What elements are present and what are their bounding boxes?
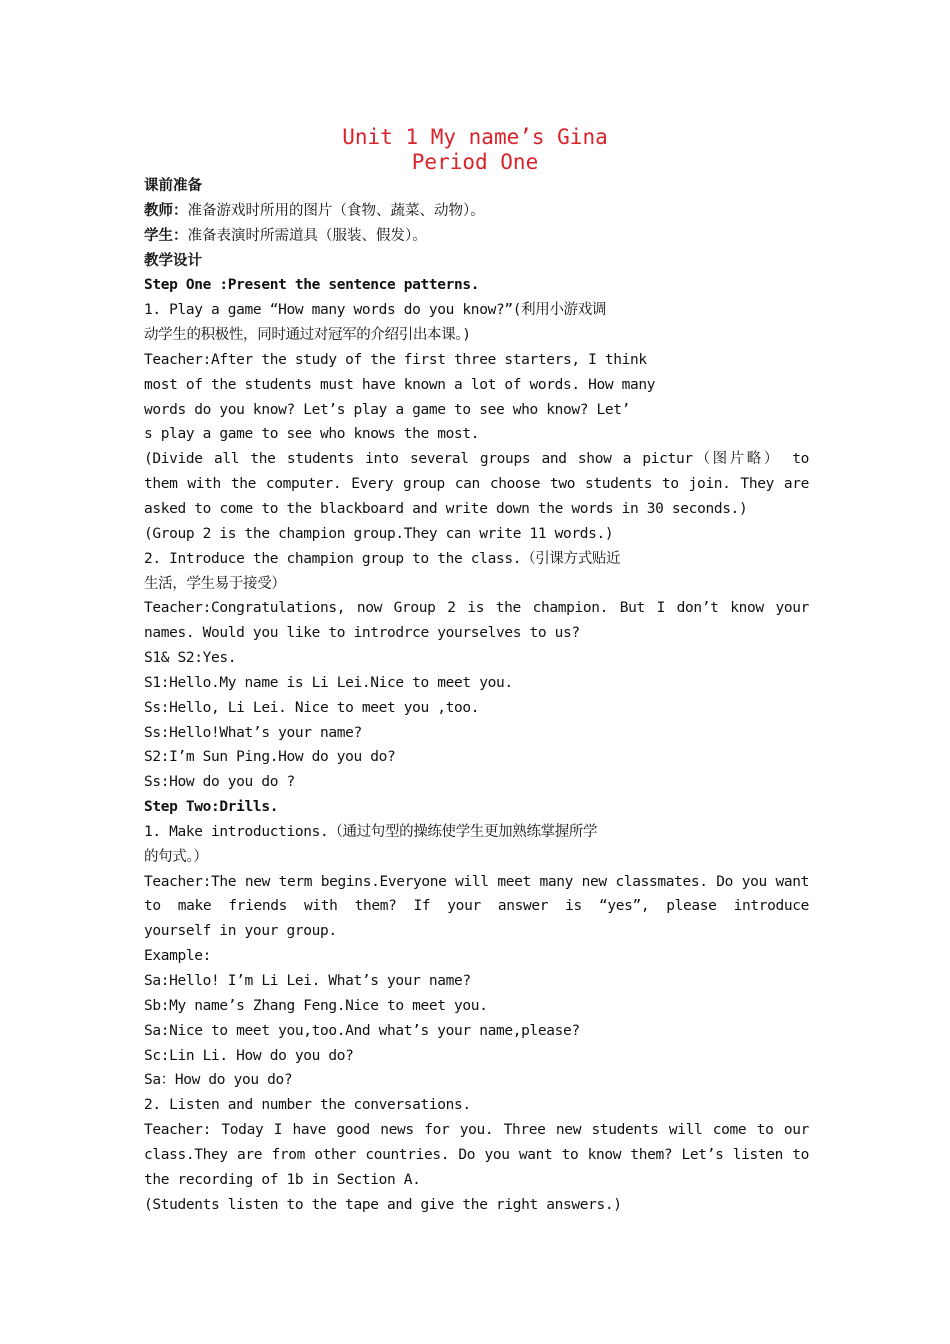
text-line <box>144 1044 809 1069</box>
text-line <box>144 894 809 919</box>
text-line <box>144 845 809 870</box>
text-line <box>144 547 809 572</box>
text-line <box>144 224 809 249</box>
line-text: Step Two:Drills. <box>144 799 279 816</box>
text-line <box>144 373 809 398</box>
text-line <box>144 1019 809 1044</box>
text-line <box>144 1068 809 1093</box>
text-line <box>144 919 809 944</box>
lesson-plan-body <box>144 174 809 1217</box>
line-text: 生活，学生易于接受） <box>144 575 286 592</box>
line-text: S1& S2:Yes. <box>144 650 237 667</box>
text-line <box>144 1143 809 1168</box>
line-text: them with the computer. Every group can choose two students to join. They are <box>144 476 809 493</box>
text-line <box>144 572 809 597</box>
line-text: Teacher:After the study of the first three starters, I think <box>144 351 647 368</box>
line-text: 1. Make introductions.（通过句型的操练使学生更加熟练掌握所学 <box>144 823 598 840</box>
text-line <box>144 596 809 621</box>
text-line <box>144 994 809 1019</box>
text-line <box>144 646 809 671</box>
line-text: yourself in your group. <box>144 923 337 940</box>
text-line <box>144 1193 809 1218</box>
line-text: 教学设计 <box>144 252 202 269</box>
line-text: 的句式。） <box>144 848 208 865</box>
line-text: words do you know? Let’s play a game to see who know? Let’ <box>144 401 631 418</box>
line-text: the recording of 1b in Section A. <box>144 1171 421 1188</box>
text-line <box>144 621 809 646</box>
text-line <box>144 249 809 274</box>
line-text: Ss:How do you do ? <box>144 774 295 791</box>
text-line <box>144 671 809 696</box>
text-line <box>144 447 809 472</box>
line-text: 动学生的积极性，同时通过对冠军的介绍引出本课。) <box>144 327 471 344</box>
text-line <box>144 1168 809 1193</box>
document-title: Unit 1 My name’s Gina <box>342 125 608 149</box>
text-line <box>144 298 809 323</box>
line-text: 准备游戏时所用的图片（食物、蔬菜、动物）。 <box>187 202 485 219</box>
line-text: (Students listen to the tape and give the right answers.) <box>144 1196 622 1213</box>
text-line <box>144 795 809 820</box>
line-text: 课前准备 <box>144 178 202 194</box>
text-line <box>144 1118 809 1143</box>
line-text: Sb:My name’s Zhang Feng.Nice to meet you. <box>144 997 488 1014</box>
line-text: names. Would you like to introdrce yourselves to us? <box>144 625 580 642</box>
text-line <box>144 870 809 895</box>
text-line <box>144 398 809 423</box>
line-text: Teacher:The new term begins.Everyone will meet many new classmates. Do you want <box>144 873 809 890</box>
line-text: 1. Play a game “How many words do you know?”(利用小游戏调 <box>144 302 606 319</box>
line-text: 准备表演时所需道具（服装、假发）。 <box>187 227 427 244</box>
text-line <box>144 969 809 994</box>
line-text: Example: <box>144 948 212 965</box>
line-text: Teacher:Congratulations, now Group 2 is the champion. But I don’t know your <box>144 600 809 617</box>
line-label: 教师： <box>144 202 188 219</box>
line-text: Ss:Hello!What’s your name? <box>144 724 362 741</box>
text-line <box>144 696 809 721</box>
line-text: Ss:Hello, Li Lei. Nice to meet you ,too. <box>144 699 480 716</box>
text-line <box>144 745 809 770</box>
text-line <box>144 273 809 298</box>
line-text: Sa:Hello! I’m Li Lei. What’s your name? <box>144 973 471 989</box>
text-line <box>144 497 809 522</box>
line-text: Sa：How do you do? <box>144 1072 293 1089</box>
text-line <box>144 522 809 547</box>
line-text: most of the students must have known a lot of words. How many <box>144 376 656 393</box>
line-text: (Divide all the students into several groups and show a pictur（图片略） to <box>144 451 809 468</box>
line-text: Step One :Present the sentence patterns. <box>144 277 480 294</box>
text-line <box>144 944 809 969</box>
line-text: asked to come to the blackboard and write down the words in 30 seconds.) <box>144 500 748 517</box>
text-line <box>144 422 809 447</box>
text-line <box>144 770 809 795</box>
text-line <box>144 323 809 348</box>
line-label: 学生： <box>144 227 188 244</box>
line-text: s play a game to see who knows the most. <box>144 426 480 443</box>
text-line <box>144 820 809 845</box>
line-text: S1:Hello.My name is Li Lei.Nice to meet you. <box>144 674 513 691</box>
line-text: Sc:Lin Li. How do you do? <box>144 1047 354 1064</box>
line-text: to make friends with them? If your answer is “yes”, please introduce <box>144 898 809 915</box>
text-line <box>144 472 809 497</box>
line-text: (Group 2 is the champion group.They can write 11 words.) <box>144 525 614 542</box>
text-line <box>144 174 809 199</box>
document-subtitle: Period One <box>411 150 539 174</box>
line-text: 2. Listen and number the conversations. <box>144 1097 471 1114</box>
text-line <box>144 721 809 746</box>
line-text: class.They are from other countries. Do you want to know them? Let’s listen to <box>144 1146 809 1163</box>
line-text: S2:I’m Sun Ping.How do you do? <box>144 749 396 766</box>
line-text: Sa:Nice to meet you,too.And what’s your name,please? <box>144 1022 580 1039</box>
text-line <box>144 1093 809 1118</box>
text-line <box>144 199 809 224</box>
line-text: 2. Introduce the champion group to the class.（引课方式贴近 <box>144 550 621 567</box>
line-text: Teacher: Today I have good news for you. Three new students will come to our <box>144 1122 809 1139</box>
text-line <box>144 348 809 373</box>
